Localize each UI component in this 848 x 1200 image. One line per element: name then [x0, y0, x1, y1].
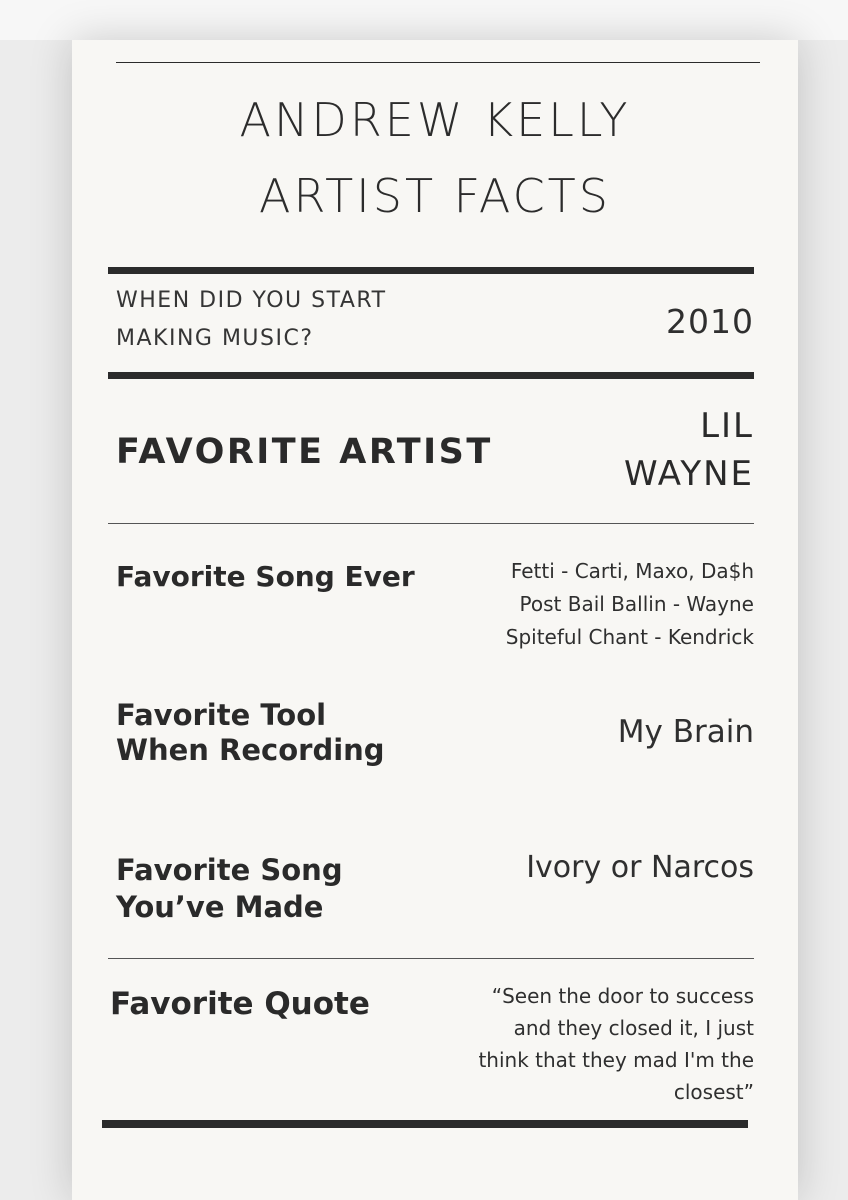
title-line-1: ANDREW KELLY — [239, 93, 631, 147]
thin-divider-2 — [108, 958, 754, 959]
favorite-quote-label: Favorite Quote — [110, 986, 370, 1022]
start-music-question — [116, 282, 536, 358]
favorite-tool-label-line-1: Favorite Tool — [116, 698, 327, 732]
start-music-question-line-2: MAKING MUSIC? — [116, 326, 314, 351]
favorite-tool-answer: My Brain — [617, 714, 754, 750]
favorite-song-ever-answer-2: Post Bail Ballin - Wayne — [519, 592, 754, 616]
favorite-song-ever-label: Favorite Song Ever — [116, 560, 415, 593]
bottom-thick-divider — [102, 1120, 748, 1128]
favorite-song-made-answer: Ivory or Narcos — [526, 850, 754, 885]
favorite-quote-answer — [434, 980, 754, 1108]
start-music-answer: 2010 — [666, 302, 754, 341]
favorite-tool-label — [116, 698, 385, 768]
top-thin-divider — [116, 62, 760, 63]
favorite-quote-line-4: closest” — [673, 1080, 754, 1104]
title-line-2: ARTIST FACTS — [259, 169, 611, 223]
favorite-song-made-label-line-1: Favorite Song — [116, 853, 343, 887]
favorite-song-made-label-line-2: You’ve Made — [116, 890, 324, 924]
favorite-song-made-label — [116, 852, 343, 926]
favorite-artist-answer-line-1: LIL — [700, 406, 754, 446]
page-background-top — [0, 0, 848, 40]
favorite-artist-answer — [514, 404, 754, 496]
favorite-song-ever-answer-1: Fetti - Carti, Maxo, Da$h — [510, 559, 754, 583]
thin-divider-1 — [108, 523, 754, 524]
thick-divider-1 — [108, 267, 754, 274]
favorite-song-ever-answer-3: Spiteful Chant - Kendrick — [505, 625, 754, 649]
favorite-tool-label-line-2: When Recording — [116, 733, 385, 767]
start-music-question-line-1: WHEN DID YOU START — [116, 288, 387, 313]
favorite-artist-answer-line-2: WAYNE — [623, 454, 754, 494]
favorite-quote-line-1: “Seen the door to success — [491, 984, 754, 1008]
favorite-quote-line-2: and they closed it, I just — [513, 1016, 754, 1040]
favorite-artist-label: FAVORITE ARTIST — [116, 432, 493, 472]
favorite-song-ever-answers — [434, 555, 754, 654]
favorite-quote-line-3: think that they mad I'm the — [478, 1048, 754, 1072]
artist-facts-card — [72, 40, 798, 1200]
thick-divider-2 — [108, 372, 754, 379]
